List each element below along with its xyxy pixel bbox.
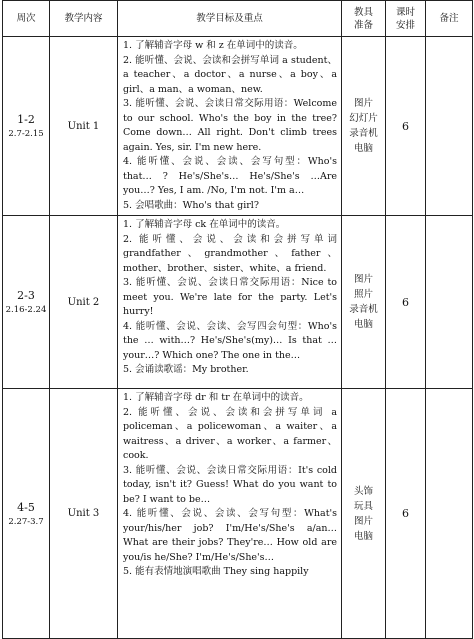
goal-item: 4. 能听懂、会说、会读、会写句型：Who's that… ? He's/She's… He's/She's …Are you…? Yes, I am. /No, I'm not. I'm a… [123, 156, 337, 196]
tool-item: 录音机 [349, 128, 378, 139]
tool-item: 图片 [353, 98, 373, 109]
tools-cell [342, 37, 386, 216]
tool-item: 照片 [353, 289, 373, 300]
week-cell [3, 389, 50, 639]
tool-item: 头饰 [353, 485, 373, 497]
goal-item: 2. 能听懂、会说、会读和会拼写单词 grandfather、grandmother、father、mother、brother、sister、white、a friend. [123, 233, 337, 274]
hours-cell: 6 [386, 216, 426, 389]
header-hours-line: 课时 [395, 6, 415, 18]
week-dates: 2.16-2.24 [5, 305, 47, 315]
week-number: 2-3 [17, 289, 35, 302]
tool-item: 图片 [353, 515, 373, 527]
goal-item: 3. 能听懂、会说、会读日常交际用语：Nice to meet you. We're late for the party. Let's hurry! [123, 277, 337, 317]
hours-cell: 6 [386, 37, 426, 216]
tool-item: 电脑 [353, 143, 373, 154]
notes-cell [426, 216, 473, 389]
header-hours [386, 1, 426, 37]
goal-item: 1. 了解辅音字母 ck 在单词中的读音。 [123, 219, 286, 230]
goal-item: 5. 会唱歌曲：Who's that girl? [123, 199, 259, 211]
tool-item: 幻灯片 [349, 113, 378, 124]
goal-item: 5. 会诵读歌谣：My brother. [123, 364, 249, 375]
table-row [3, 37, 473, 216]
tool-item: 电脑 [353, 319, 373, 330]
header-content: 教学内容 [50, 1, 118, 37]
unit-cell: Unit 1 [50, 37, 118, 216]
goal-item: 2. 能听懂、会说、会读和会拼写单词 a policeman、a policewoman、a waiter、a waitress、a driver、a worker、a farmer、cook. [123, 406, 337, 461]
tool-item: 电脑 [353, 530, 373, 542]
tools-cell [342, 389, 386, 639]
goals-cell [118, 389, 342, 639]
unit-cell: Unit 2 [50, 216, 118, 389]
notes-cell [426, 37, 473, 216]
week-number: 4-5 [17, 500, 35, 514]
table-row [3, 389, 473, 639]
unit-cell: Unit 3 [50, 389, 118, 639]
goal-item: 1. 了解辅音字母 dr 和 tr 在单词中的读音。 [123, 392, 309, 403]
week-dates: 2.27-3.7 [8, 516, 44, 527]
goal-item: 2. 能听懂、会说、会读和会拼写单词 a student、a teacher、a doctor、a nurse、a boy、a girl、a man、a woman、new. [123, 54, 337, 95]
header-notes: 备注 [426, 1, 473, 37]
tools-cell [342, 216, 386, 389]
tool-item: 玩具 [353, 500, 373, 512]
header-week: 周次 [3, 1, 50, 37]
week-cell [3, 216, 50, 389]
header-tools-line: 教具 [353, 6, 373, 18]
week-cell [3, 37, 50, 216]
week-dates: 2.7-2.15 [8, 129, 44, 139]
table-row [3, 216, 473, 389]
goal-item: 1. 了解辅音字母 w 和 z 在单词中的读音。 [123, 40, 303, 51]
goal-item: 5. 能有表情地演唱歌曲 They sing happily [123, 566, 309, 577]
goals-cell [118, 37, 342, 216]
header-goals: 教学目标及重点 [118, 1, 342, 37]
header-row [3, 1, 473, 37]
goal-item: 3. 能听懂、会说、会读日常交际用语：Welcome to our school. Who's the boy in the tree? Come down… All right. Don't climb trees again. Yes, sir. I'm new here. [123, 98, 337, 153]
header-tools-line: 准备 [353, 19, 373, 31]
teaching-plan-table [2, 0, 473, 639]
hours-cell: 6 [386, 389, 426, 639]
header-hours-line: 安排 [395, 19, 415, 31]
tool-item: 图片 [353, 274, 373, 285]
header-tools [342, 1, 386, 37]
goal-item: 3. 能听懂、会说、会读日常交际用语：It's cold today, isn't it? Guess! What do you want to be? I want to be… [123, 464, 337, 505]
tool-item: 录音机 [349, 304, 378, 315]
week-number: 1-2 [17, 113, 35, 126]
goals-cell [118, 216, 342, 389]
goal-item: 4. 能听懂、会说、会读、会写四会句型：Who's the … with…? He's/She's(my)… Is that … your…? Which one? The one in the… [123, 320, 337, 361]
notes-cell [426, 389, 473, 639]
goal-item: 4. 能听懂、会说、会读、会写句型：What's your/his/her job? I'm/He's/She's a/an… What are their jobs? They're… How old are you/is he/She? I'm/He's/She's… [123, 508, 337, 563]
